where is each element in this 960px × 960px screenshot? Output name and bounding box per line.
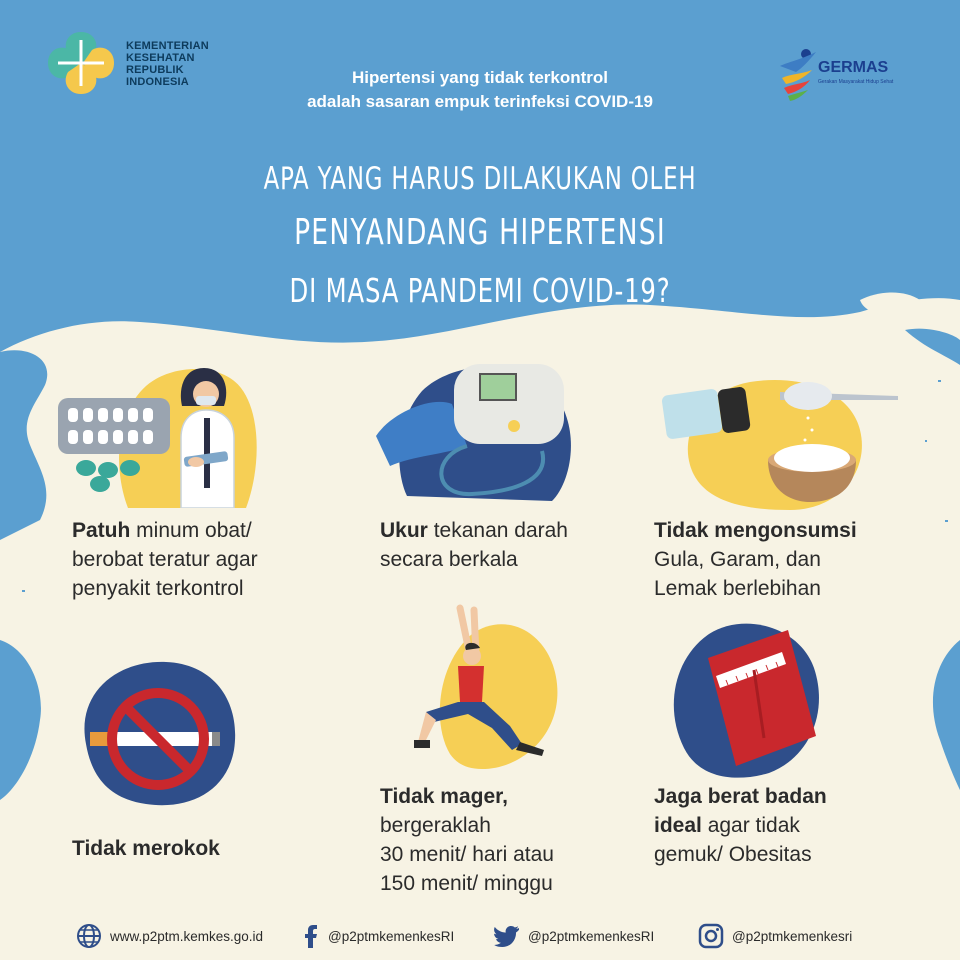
tip-3-bold: Tidak mengonsumsi: [654, 519, 857, 542]
tip-2-rest: tekanan darah: [427, 519, 568, 542]
tip-1-bold: Patuh: [72, 519, 131, 542]
subtitle-line-1: Hipertensi yang tidak terkontrol: [352, 68, 608, 87]
headline: [130, 155, 830, 319]
twitter-icon: [494, 925, 520, 947]
weighing-scale-icon: [664, 618, 824, 780]
globe-icon: [76, 923, 102, 949]
kemkes-line: INDONESIA: [126, 76, 189, 88]
instagram-text: @p2ptmkemenkesri: [732, 928, 853, 944]
no-smoking-icon: [76, 654, 242, 810]
instagram-link[interactable]: [698, 918, 852, 954]
tip-3-line-3: Lemak berlebihan: [654, 577, 821, 600]
kemkes-line: KESEHATAN: [126, 52, 195, 64]
blood-pressure-monitor-icon: [372, 356, 582, 506]
exercise-stretch-icon: [412, 604, 562, 774]
germas-name: GERMAS: [818, 59, 889, 76]
website-text: www.p2ptm.kemkes.go.id: [110, 928, 264, 944]
tip-6-bold: Jaga berat badan: [654, 785, 827, 808]
twitter-link[interactable]: [494, 918, 654, 954]
tip-5-line-2: bergeraklah: [380, 814, 491, 837]
tip-4-caption: [72, 834, 220, 863]
kemkes-line: REPUBLIK: [126, 64, 184, 76]
headline-line-2: PENYANDANG HIPERTENSI: [294, 212, 666, 253]
germas-tagline: Gerakan Masyarakat Hidup Sehat: [818, 79, 894, 85]
tip-6-line-3: gemuk/ Obesitas: [654, 843, 812, 866]
germas-logo: [772, 44, 912, 104]
website-link[interactable]: [76, 918, 263, 954]
tip-6-rest-2: agar tidak: [701, 814, 800, 837]
headline-line-1: APA YANG HARUS DILAKUKAN OLEH: [263, 161, 697, 197]
tip-2-caption: [380, 516, 568, 574]
kemkes-logo-text: [126, 40, 209, 88]
tip-5-line-4: 150 menit/ minggu: [380, 872, 553, 895]
headline-line-3: DI MASA PANDEMI COVID-19?: [289, 271, 671, 310]
salt-sugar-icon: [660, 370, 910, 510]
tip-5-bold: Tidak mager,: [380, 785, 509, 808]
tip-2-line-2: secara berkala: [380, 548, 518, 571]
tip-3-caption: [654, 516, 857, 603]
facebook-link[interactable]: [302, 918, 454, 954]
tip-3-line-2: Gula, Garam, dan: [654, 548, 821, 571]
tip-1-caption: [72, 516, 258, 603]
subtitle: [200, 66, 760, 114]
facebook-icon: [302, 924, 320, 948]
tip-4-bold: Tidak merokok: [72, 837, 220, 860]
tip-1-rest: minum obat/: [130, 519, 252, 542]
twitter-text: @p2ptmkemenkesRI: [528, 928, 655, 944]
tip-2-bold: Ukur: [380, 519, 428, 542]
footer-social-bar: [0, 918, 960, 954]
kemkes-line: KEMENTERIAN: [126, 40, 209, 52]
tip-5-line-3: 30 menit/ hari atau: [380, 843, 554, 866]
tip-6-bold-2: ideal: [654, 814, 702, 837]
doctor-medicine-icon: [56, 358, 296, 508]
tip-1-line-3: penyakit terkontrol: [72, 577, 244, 600]
tip-6-caption: [654, 782, 827, 869]
kemkes-leaf-logo-icon: [44, 28, 118, 98]
germas-figure-logo-icon: [772, 44, 822, 104]
tip-1-line-2: berobat teratur agar: [72, 548, 258, 571]
facebook-text: @p2ptmkemenkesRI: [328, 928, 455, 944]
instagram-icon: [698, 923, 724, 949]
subtitle-line-2: adalah sasaran empuk terinfeksi COVID-19: [307, 92, 653, 111]
tip-5-caption: [380, 782, 554, 898]
